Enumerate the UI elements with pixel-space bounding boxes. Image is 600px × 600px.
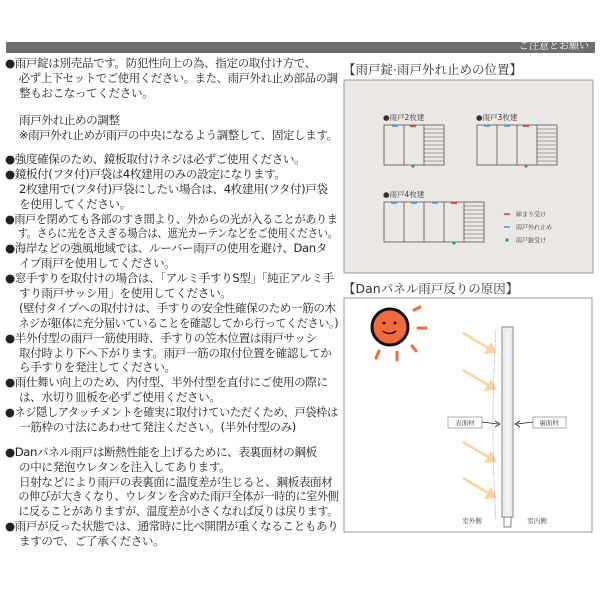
text-line: ら手すりを発注してください。 [19, 360, 176, 375]
lock-receiver-marker [452, 241, 455, 244]
text-line: の中に発泡ウレタンを注入してあります。 [19, 459, 231, 474]
diagram2-title: 【Danパネル雨戸反りの原因】 [343, 281, 519, 296]
text-line: 取付時より下へ下がります。雨戸一筋の取付位置を確認してか [19, 345, 332, 360]
back-label: 裏面材 [539, 419, 559, 427]
text-line: ますので、ご了承ください。 [19, 533, 165, 548]
diagram1-box [344, 80, 593, 273]
text-line: ●海岸などの強風地域では、ルーバー雨戸の使用を避け、Danタ [5, 241, 327, 256]
diagrams [340, 55, 600, 545]
text-line: 雨戸外れ止めの調整 [19, 113, 120, 127]
text-line: すり雨戸サッシ用」を使用してください。 [19, 286, 232, 301]
notes-main [5, 152, 340, 435]
section-title: ご注意とお願い [519, 41, 589, 52]
text-line: ●雨戸が反った状態では、通常時に比べ開閉が重くなることもあり [5, 518, 339, 533]
note-lock [5, 56, 340, 100]
legend-label: 雨戸外れ止め [516, 224, 553, 232]
text-line: ネジが躯体に充分届いていることを確認してから行ってください。) [18, 315, 339, 330]
text-line: ●Danパネル雨戸は断熱性能を上げるために、表裏面材の鋼板 [5, 445, 317, 459]
outside-label: 室外側 [462, 517, 482, 525]
sun-icon [372, 309, 408, 345]
text-line: す。さらに光をさえぎる場合は、遮光カーテンなどをご使用ください。 [17, 226, 338, 241]
sun-eye [394, 322, 397, 325]
notes-dan [5, 445, 340, 549]
text-line: ※雨戸外れ止めが雨戸の中央になるよう調整して、固定します。 [18, 127, 338, 142]
door-label: ●雨戸4枚建 [383, 190, 425, 199]
door-label: ●雨戸3枚建 [476, 113, 518, 122]
text-line: 一筋枠の寸法にあわせて発注ください。(半外付型のみ) [19, 420, 296, 435]
text-line: 2枚建用で(フタ付)戸袋にしたい場合は、4枚建用(フタ付)戸袋 [19, 181, 328, 196]
panel-section [502, 327, 513, 517]
section-header [6, 42, 595, 53]
sun-eye [383, 322, 386, 325]
text-line: 整もおこなってください。 [19, 85, 154, 100]
text-line: の伸びが大きくなり、ウレタンを含めた雨戸全体が一時的に室外側 [18, 489, 339, 504]
text-line: ●雨戸を閉めても各部のすき間より、外からの光が入ることがありま [5, 211, 338, 226]
text-line: ●雨仕舞い向上のため、内付型、半外付型を直付にご使用の際に [5, 375, 328, 390]
diagram1-title: 【雨戸錠·雨戸外れ止めの位置】 [343, 62, 522, 77]
door-label: ●雨戸2枚建 [383, 113, 425, 122]
note-adjust [5, 113, 340, 143]
front-label: 表面材 [455, 419, 475, 427]
text-line: に反ることがありますが、温度差が小さくなれば反りは戻ります。 [18, 504, 338, 519]
text-line: ●窓手すりを取付けの場合は、「アルミ手すりS型」「純正アルミ手 [5, 271, 334, 286]
lock-receiver-marker [524, 164, 527, 167]
legend-label: 締まり受け [516, 211, 547, 219]
text-line: は、水切り皿板を必ずご使用ください。 [19, 390, 221, 405]
text-line: 日射などにより雨戸の表裏面に温度差が生じると、鋼板表面材 [19, 474, 333, 489]
text-line: ●ネジ隠しアタッチメントを確実に取付けていただくため、戸袋枠は [5, 405, 338, 420]
text-line: 必ず上下セットでご使用ください。また、雨戸外れ止め部品の調 [18, 70, 338, 85]
text-line: イプ雨戸を使用してください。 [19, 256, 176, 271]
text-line: を使用してください。 [19, 196, 131, 211]
text-line: ●雨戸錠は別売品です。防犯性向上の為、指定の取付け方で、 [5, 56, 316, 70]
legend-label: 雨戸錠受け [516, 237, 547, 245]
legend-swatch [505, 238, 508, 241]
text-line: ●鏡板付(フタ付)戸袋は4枚建用のみの設定になります。 [5, 166, 286, 181]
text-line: (壁付タイプへの取付けは、手すりの安全性確保のため一筋の木 [19, 300, 336, 315]
inside-label: 室内側 [527, 517, 547, 525]
lock-receiver-marker [411, 164, 414, 167]
text-line: ●強度確保のため、鏡板取付けネジは必ずご使用ください。 [5, 152, 306, 166]
text-line: ●半外付型の雨戸一筋使用時、手すりの笠木位置は雨戸サッシ [5, 330, 317, 345]
